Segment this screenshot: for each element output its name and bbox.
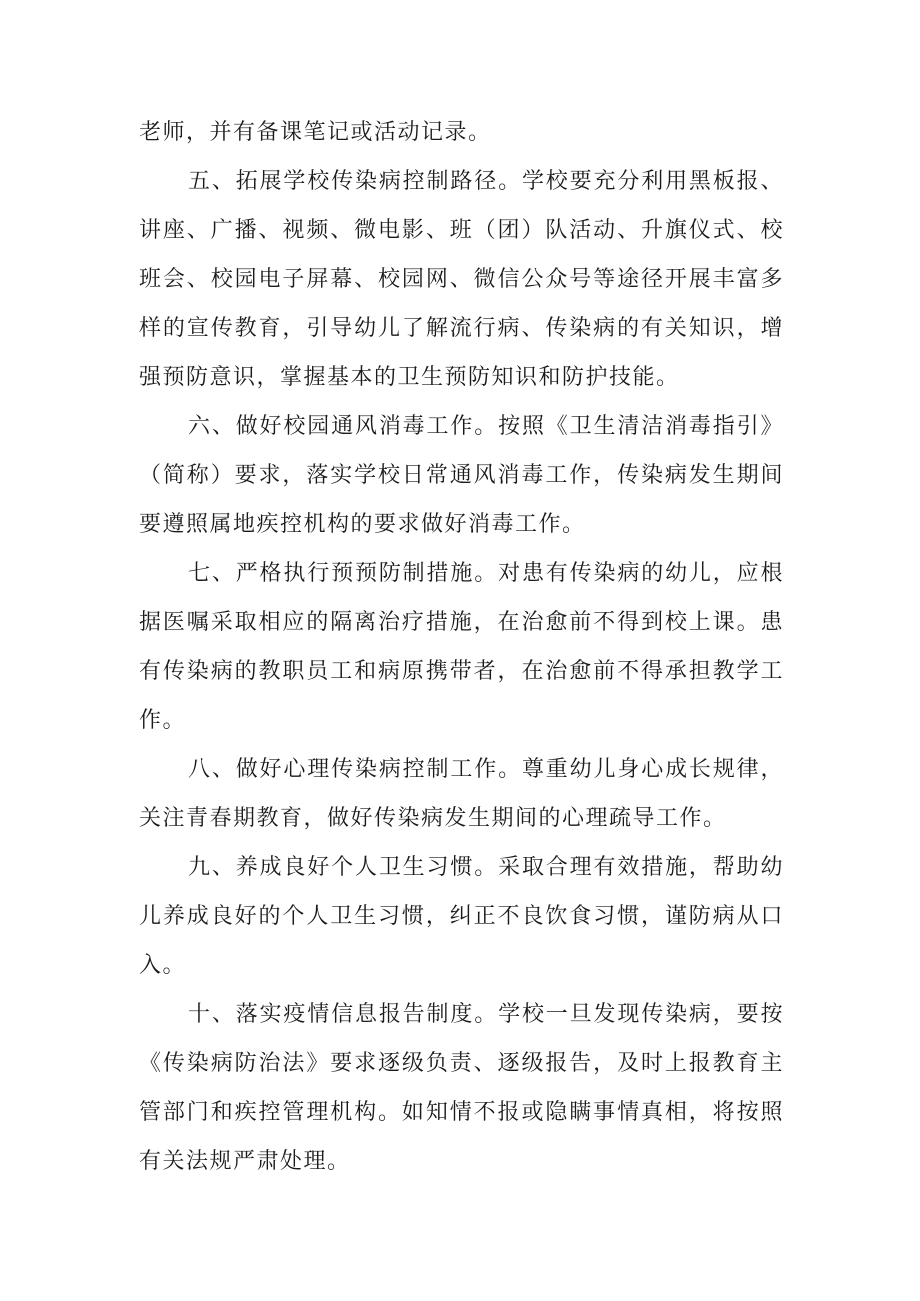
paragraph-item-8: 八、做好心理传染病控制工作。尊重幼儿身心成长规律，关注青春期教育，做好传染病发生期间的心理疏导工作。 — [139, 757, 784, 831]
paragraph-item-6: 六、做好校园通风消毒工作。按照《卫生清洁消毒指引》（简称）要求，落实学校日常通风消毒工作，传染病发生期间要遵照属地疾控机构的要求做好消毒工作。 — [139, 414, 784, 537]
paragraph-item-7: 七、严格执行预预防制措施。对患有传染病的幼儿，应根据医嘱采取相应的隔离治疗措施，在治愈前不得到校上课。患有传染病的教职员工和病原携带者，在治愈前不得承担教学工作。 — [139, 561, 784, 733]
paragraph-continuation: 老师，并有备课笔记或活动记录。 — [139, 120, 492, 145]
paragraph-item-9: 九、养成良好个人卫生习惯。采取合理有效措施，帮助幼儿养成良好的个人卫生习惯，纠正不良饮食习惯，谨防病从口入。 — [139, 855, 784, 978]
paragraph-item-10: 十、落实疫情信息报告制度。学校一旦发现传染病，要按《传染病防治法》要求逐级负责、逐级报告，及时上报教育主管部门和疾控管理机构。如知情不报或隐瞒事情真相，将按照有关法规严肃处理。 — [139, 1002, 784, 1174]
paragraph-item-5: 五、拓展学校传染病控制路径。学校要充分利用黑板报、讲座、广播、视频、微电影、班（团）队活动、升旗仪式、校班会、校园电子屏幕、校园网、微信公众号等途径开展丰富多样的宣传教育，引导幼儿了解流行病、传染病的有关知识，增强预防意识，掌握基本的卫生预防知识和防护技能。 — [139, 169, 784, 390]
document-body — [139, 108, 784, 1186]
